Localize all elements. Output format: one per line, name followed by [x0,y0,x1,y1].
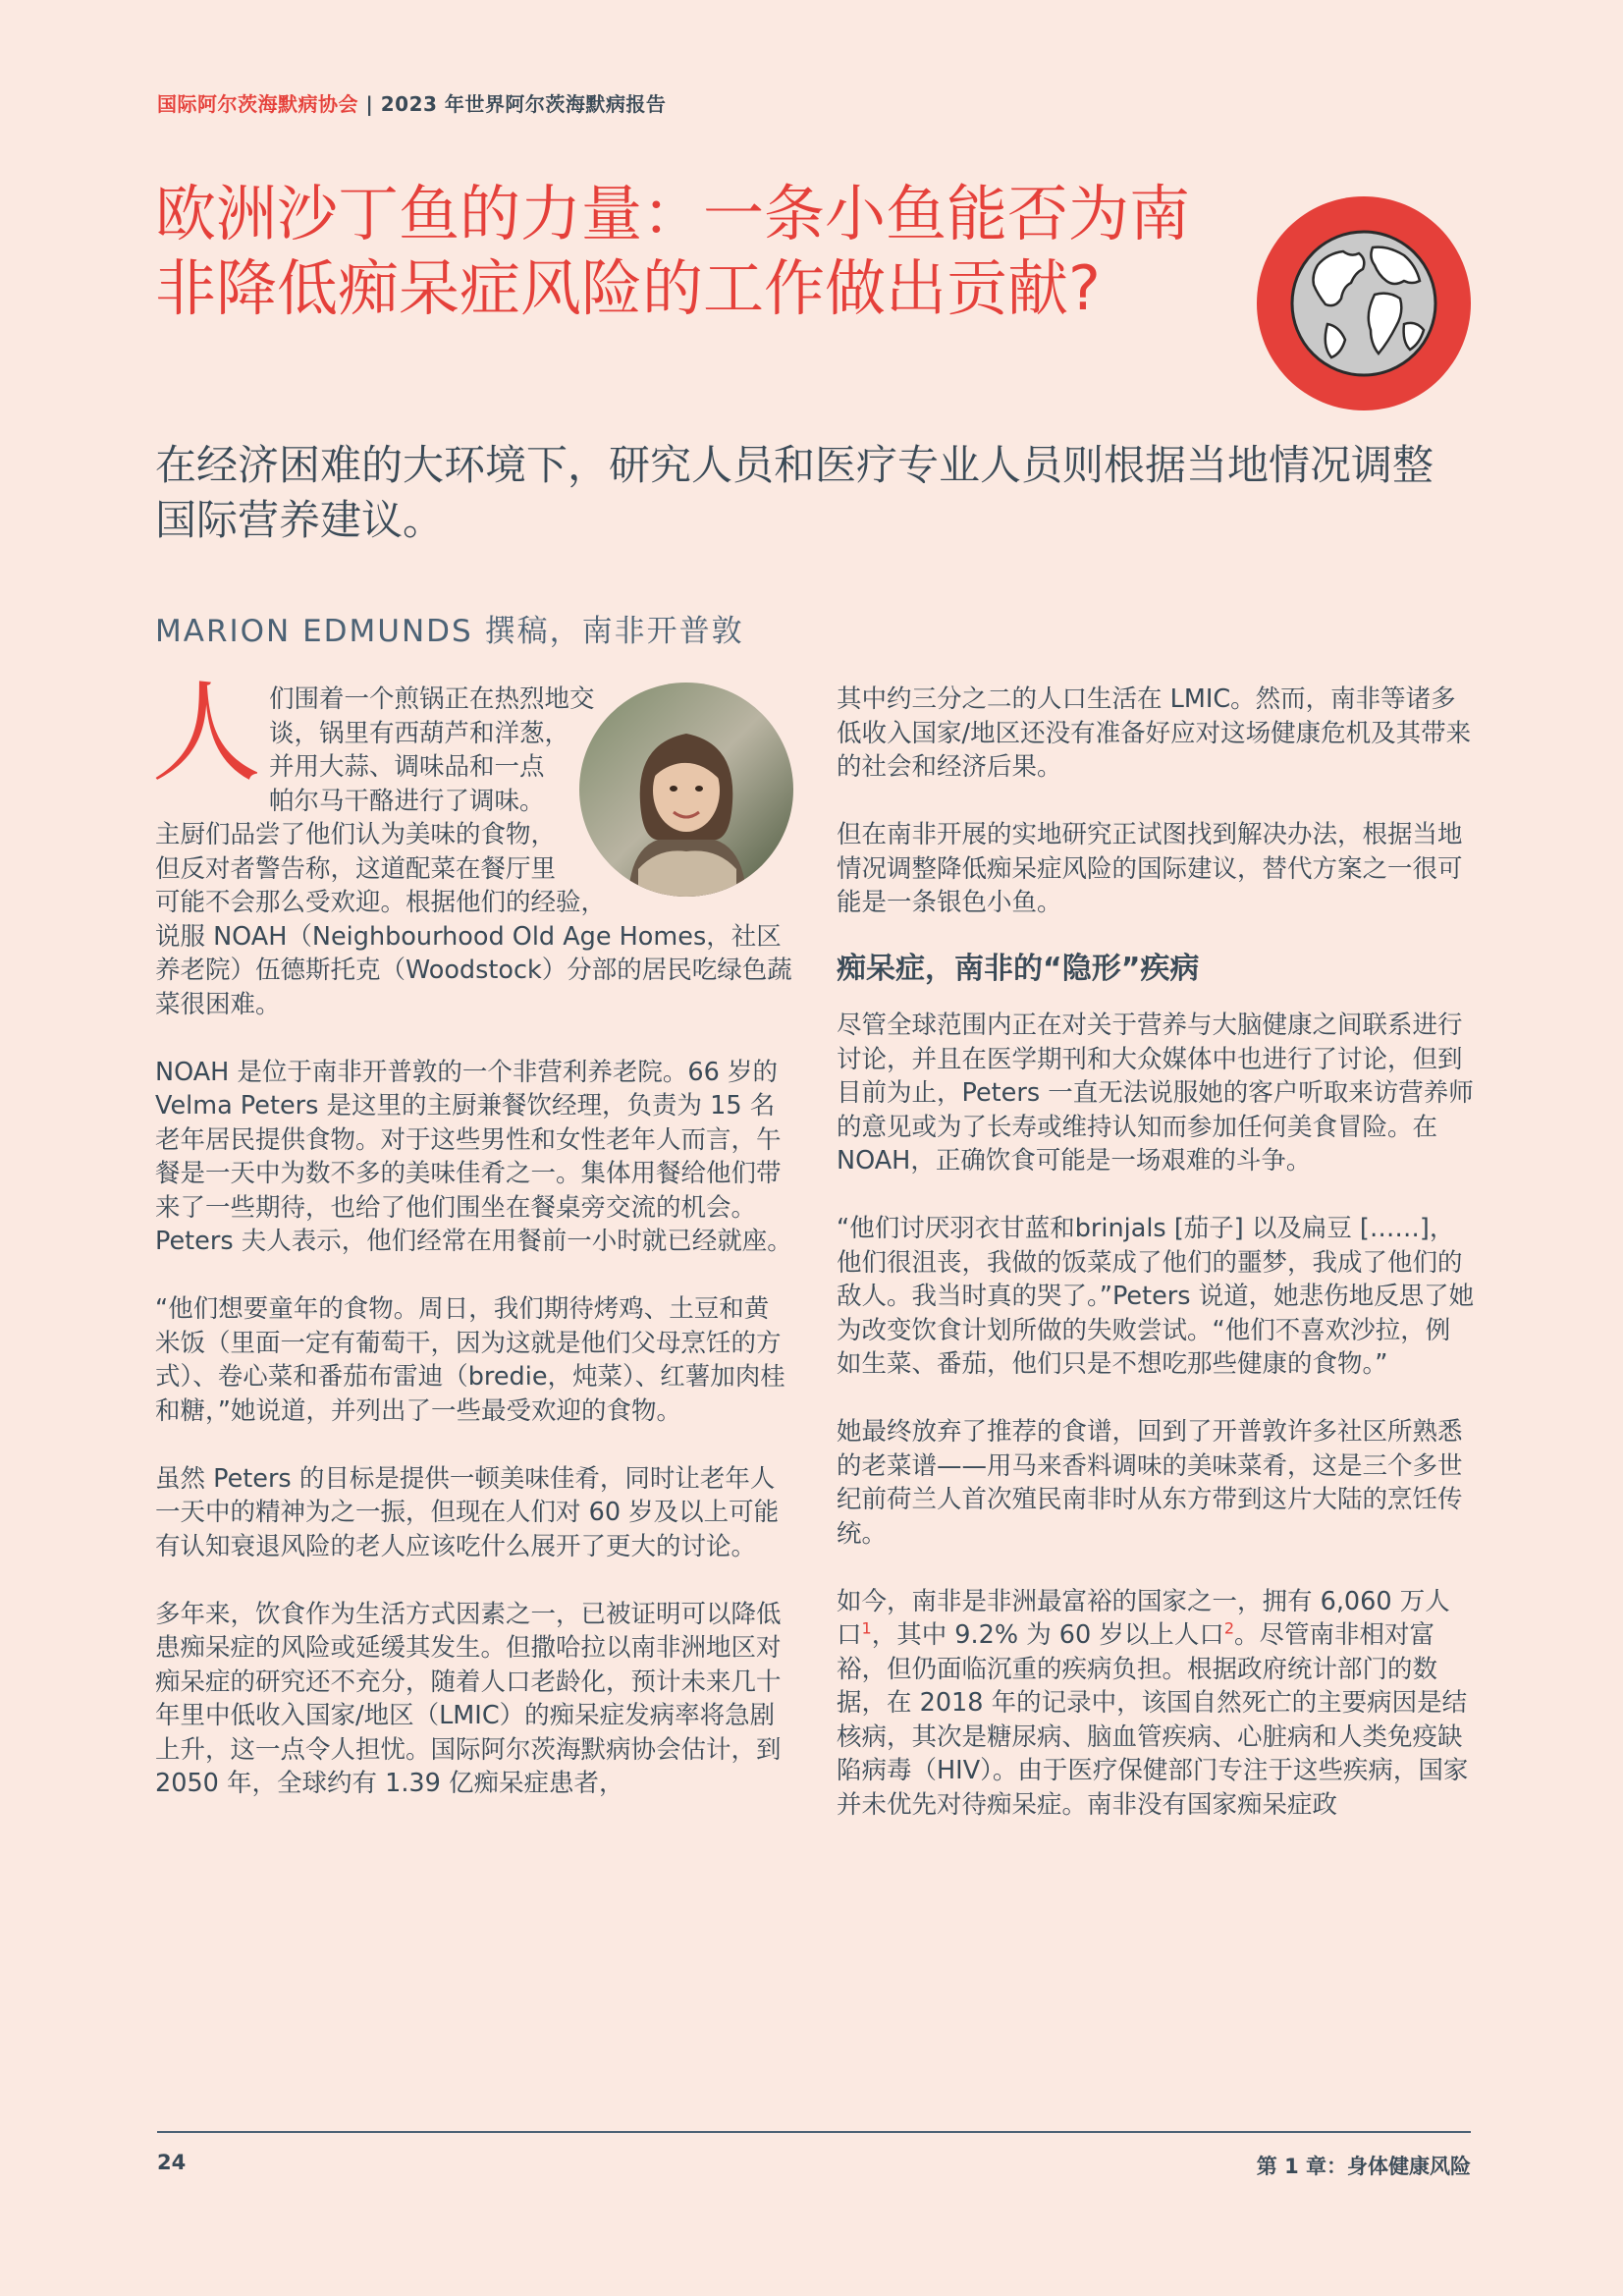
reference-marker[interactable]: 2 [1223,1618,1235,1638]
header-separator: | [358,92,381,116]
reference-marker[interactable]: 1 [861,1618,872,1638]
header-report-title: 2023 年世界阿尔茨海默病报告 [380,92,667,116]
paragraph: 其中约三分之二的人口生活在 LMIC。然而，南非等诸多低收入国家/地区还没有准备好应对这场健康危机及其带来的社会和经济后果。 [837,684,1472,782]
header-org: 国际阿尔茨海默病协会 [157,92,358,116]
paragraph: 她最终放弃了推荐的食谱，回到了开普敦许多社区所熟悉的老菜谱——用马来香料调味的美味菜肴，这是三个多世纪前荷兰人首次殖民南非时从东方带到这片大陆的烹饪传统。 [837,1417,1463,1549]
article-title: 欧洲沙丁鱼的力量：一条小鱼能否为南非降低痴呆症风险的工作做出贡献? [155,178,1191,324]
section-subheading: 痴呆症，南非的“隐形”疾病 [837,952,1200,986]
paragraph-text: 们围着一个煎锅正在热烈地交谈，锅里有西葫芦和洋葱，并用大蒜、调味品和一点帕尔马干酪进行了调味。主厨们品尝了他们认为美味的食物，但反对者警告称，这道配菜在餐厅里可能不会那么受欢迎。根据他们的经验，说服 NOAH（Neighbourhood Old Age Homes，社区养老院）伍德斯托克（Woodstock）分部的居民吃绿色蔬菜很困难。 [155,684,792,1019]
chapter-label: 第 1 章：身体健康风险 [1256,2155,1471,2178]
paragraph-intro [151,670,793,1021]
author-portrait [579,683,793,897]
globe-icon [1257,196,1471,410]
byline: MARION EDMUNDS 撰稿，南非开普敦 [155,614,744,649]
paragraph: 尽管全球范围内正在对关于营养与大脑健康之间联系进行讨论，并且在医学期刊和大众媒体中也进行了讨论，但到目前为止，Peters 一直无法说服她的客户听取来访营养师的意见或为了长寿或维持认知而参加任何美食冒险。在 NOAH，正确饮食可能是一场艰难的斗争。 [837,1011,1474,1175]
paragraph-text: 。尽管南非相对富裕，但仍面临沉重的疾病负担。根据政府统计部门的数据，在 2018 年的记录中，该国自然死亡的主要病因是结核病，其次是糖尿病、脑血管疾病、心脏病和人类免疫缺陷病毒（HIV）。由于医疗保健部门专注于这些疾病，国家并未优先对待痴呆症。南非没有国家痴呆症政 [837,1620,1469,1820]
paragraph: 虽然 Peters 的目标是提供一顿美味佳肴，同时让老年人一天中的精神为之一振，但现在人们对 60 岁及以上可能有认知衰退风险的老人应该吃什么展开了更大的讨论。 [155,1463,780,1561]
right-column [837,683,1475,1856]
paragraph-text: 如今，南非是非洲最富裕的国家之一，拥有 6,060 万人口 [837,1586,1450,1650]
paragraph-text: ，其中 9.2% 为 60 岁以上人口 [871,1620,1224,1650]
left-column [151,670,793,1834]
running-header [157,88,666,117]
footer-divider [157,2131,1471,2133]
paragraph: 多年来，饮食作为生活方式因素之一，已被证明可以降低患痴呆症的风险或延缓其发生。但撒哈拉以南非洲地区对痴呆症的研究还不充分，随着人口老龄化，预计未来几十年里中低收入国家/地区（LMIC）的痴呆症发病率将急剧上升，这一点令人担忧。国际阿尔茨海默病协会估计，到 2050 年，全球约有 1.39 亿痴呆症患者， [155,1599,782,1798]
paragraph-with-references [837,1585,1475,1823]
paragraph: “他们讨厌羽衣甘蓝和brinjals [茄子] 以及扁豆 [……]，他们很沮丧，我做的饭菜成了他们的噩梦，我成了他们的敌人。我当时真的哭了。”Peters 说道，她悲伤地反思了她为改变饮食计划所做的失败尝试。“他们不喜欢沙拉，例如生菜、番茄，他们只是不想吃那些健康的食物。” [837,1214,1475,1379]
page-number: 24 [157,2151,187,2174]
dropcap: 人 [151,670,261,797]
paragraph: “他们想要童年的食物。周日，我们期待烤鸡、土豆和黄米饭（里面一定有葡萄干，因为这就是他们父母烹饪的方式）、卷心菜和番茄布雷迪（bredie，炖菜）、红薯加肉桂和糖，”她说道，并列出了一些最受欢迎的食物。 [155,1294,785,1426]
paragraph: 但在南非开展的实地研究正试图找到解决办法，根据当地情况调整降低痴呆症风险的国际建议，替代方案之一很可能是一条银色小鱼。 [837,820,1463,917]
article-subtitle: 在经济困难的大环境下，研究人员和医疗专业人员则根据当地情况调整国际营养建议。 [155,441,1434,544]
paragraph: NOAH 是位于南非开普敦的一个非营利养老院。66 岁的 Velma Peters 是这里的主厨兼餐饮经理，负责为 15 名老年居民提供食物。对于这些男性和女性老年人而言，午餐是一天中为数不多的美味佳肴之一。集体用餐给他们带来了一些期待，也给了他们围坐在餐桌旁交流的机会。Peters 夫人表示，他们经常在用餐前一小时就已经就座。 [155,1057,792,1256]
